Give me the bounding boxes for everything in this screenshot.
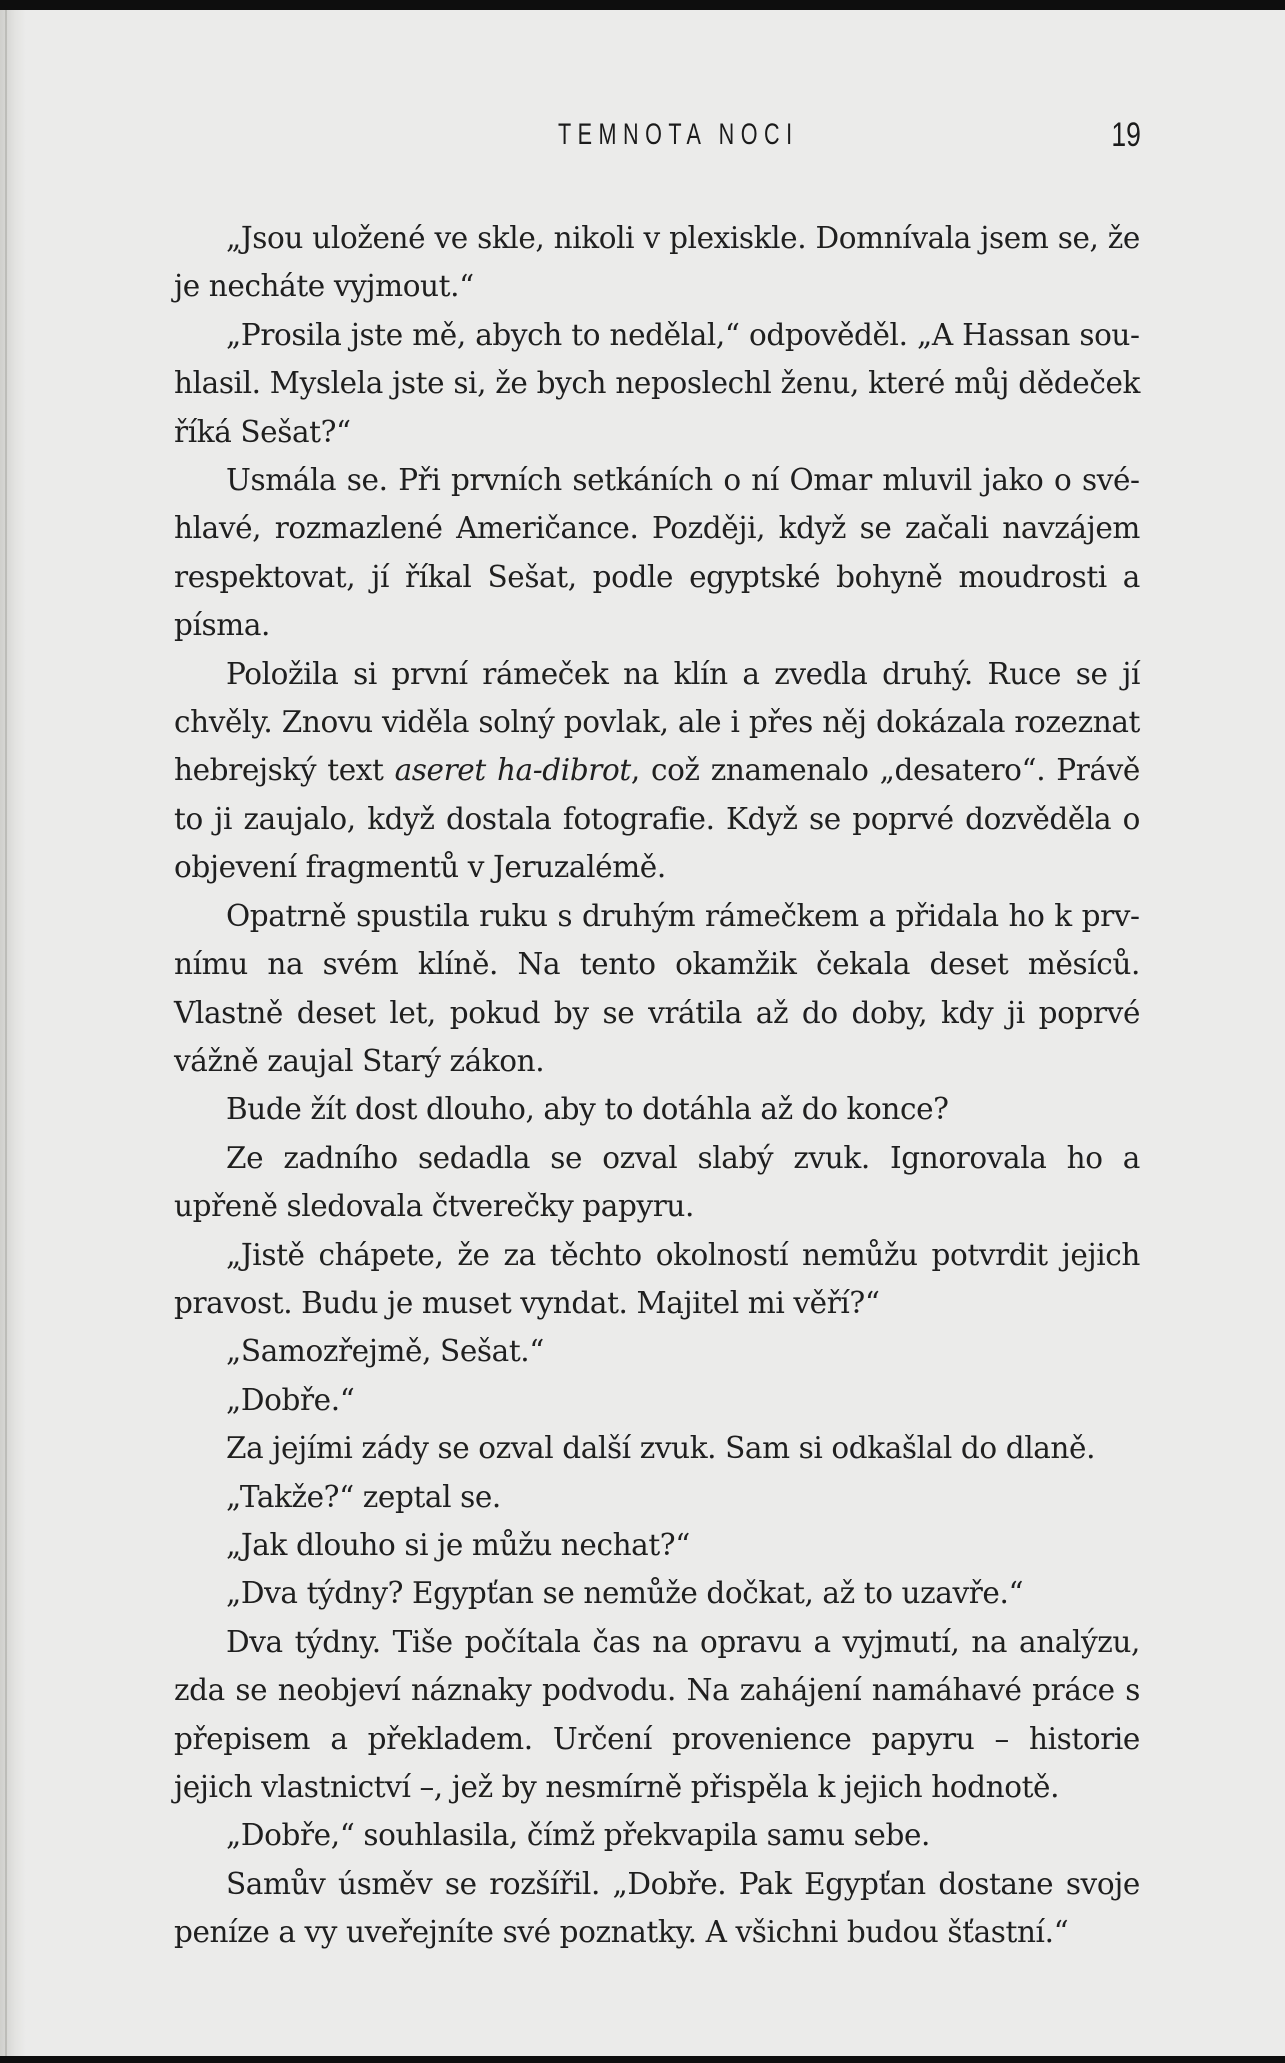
text-run: „Takže?“ zeptal se. [226, 1479, 501, 1514]
spine-shadow [0, 10, 26, 2056]
paragraph [174, 1473, 1140, 1521]
text-run: Bude žít dost dlouho, aby to dotáhla až do konce? [226, 1092, 949, 1127]
text-run: Usmála se. Při prvních setkáních o ní Omar mluvil jako o svéhlavé, rozmazlené Američance. Později, když se začali navzájem respektovat, jí říkal Sešat, podle egyptské bohyně moudrosti a písma. [174, 463, 1140, 643]
text-run: Ze zadního sedadla se ozval slabý zvuk. Ignorovala ho a upřeně sledovala čtverečky papyru. [174, 1140, 1140, 1224]
text-run: „Jak dlouho si je můžu nechat?“ [226, 1527, 690, 1562]
paragraph [174, 1134, 1140, 1231]
text-run: Opatrně spustila ruku s druhým rámečkem a přidala ho k prvnímu na svém klíně. Na tento okamžik čekala deset měsíců. Vlastně deset let, pokud by se vrátila až do doby, kdy ji poprvé vážně zaujal Starý zákon. [174, 898, 1140, 1078]
text-run: Dva týdny. Tiše počítala čas na opravu a vyjmutí, na analýzu, zda se neobjeví náznaky podvodu. Na zahájení namáhavé práce s přepisem a překladem. Určení provenience papyru – historie jejich vlastnictví –, jež by nesmírně přispěla k jejich hodnotě. [174, 1624, 1140, 1804]
text-run: Za jejími zády se ozval další zvuk. Sam si odkašlal do dlaně. [226, 1431, 1096, 1466]
italic-phrase: aseret ha-dibrot [394, 753, 631, 788]
paragraph [174, 311, 1140, 456]
paragraph [174, 1618, 1140, 1812]
paragraph [174, 1085, 1140, 1133]
spine-line [5, 10, 7, 2056]
book-page [0, 10, 1285, 2056]
paragraph [174, 1569, 1140, 1617]
paragraph [174, 456, 1140, 650]
text-run: Samův úsměv se rozšířil. „Dobře. Pak Egypťan dostane svoje peníze a vy uveřejníte své poznatky. A všichni budou šťastní.“ [174, 1866, 1140, 1950]
text-run: „Prosila jste mě, abych to nedělal,“ odpověděl. „A Hassan souhlasil. Myslela jste si, že bych neposlechl ženu, které můj dědeček říká Sešat?“ [174, 317, 1140, 449]
paragraph [174, 892, 1140, 1086]
paragraph [174, 650, 1140, 892]
text-run: , což znamenalo „desatero“. Právě to ji zaujalo, když dostala fotografie. Když se poprvé dozvěděla o objevení fragmentů v Jeruzalémě. [174, 753, 1140, 885]
paragraph [174, 1811, 1140, 1859]
page-number: 19 [1111, 116, 1141, 154]
paragraph [174, 214, 1140, 311]
text-run: „Dobře.“ [226, 1382, 355, 1417]
text-run: „Jsou uložené ve skle, nikoli v plexiskle. Domnívala jsem se, že je necháte vyjmout.“ [174, 221, 1140, 304]
text-run: „Jistě chápete, že za těchto okolností nemůžu potvrdit jejich pravost. Budu je muset vyndat. Majitel mi věří?“ [174, 1237, 1140, 1320]
paragraph [174, 1231, 1140, 1328]
paragraph [174, 1860, 1140, 1957]
paragraph [174, 1327, 1140, 1375]
paragraph [174, 1521, 1140, 1569]
paragraph [174, 1376, 1140, 1424]
text-run: „Samozřejmě, Sešat.“ [226, 1334, 544, 1369]
running-head: TEMNOTA NOCI [558, 118, 799, 151]
text-run: „Dobře,“ souhlasila, čímž překvapila samu sebe. [226, 1818, 930, 1853]
text-run: „Dva týdny? Egypťan se nemůže dočkat, až to uzavře.“ [226, 1576, 1024, 1611]
body-text [174, 214, 1140, 1957]
text-run: Položila si první rámeček na klín a zvedla druhý. Ruce se jí chvěly. Znovu viděla solný povlak, ale i přes něj dokázala rozeznat hebrejský text [174, 656, 1140, 788]
paragraph [174, 1424, 1140, 1472]
